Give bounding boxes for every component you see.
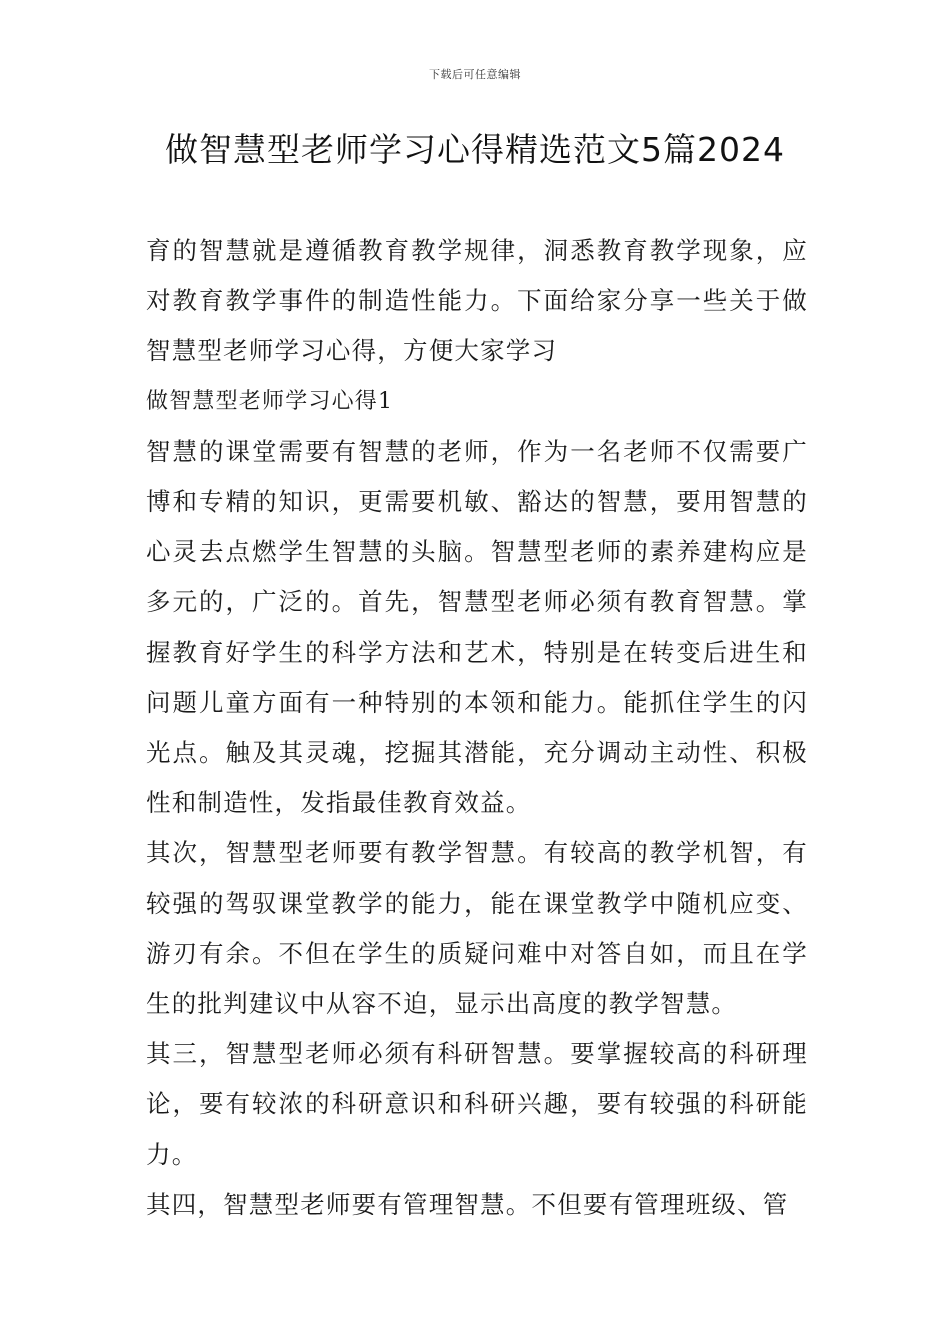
document-body: [146, 226, 808, 1230]
section-heading: 做智慧型老师学习心得1: [146, 388, 394, 414]
body-paragraph: 其次，智慧型老师要有教学智慧。有较高的教学机智，有较强的驾驭课堂教学的能力，能在课堂教学中随机应变、游刃有余。不但在学生的质疑问难中对答自如，而且在学生的批判建议中从容不迫，显示出高度的教学智慧。: [146, 838, 808, 1019]
header-note: 下载后可任意编辑: [429, 68, 521, 81]
body-paragraph: 智慧的课堂需要有智慧的老师，作为一名老师不仅需要广博和专精的知识，更需要机敏、豁达的智慧，要用智慧的心灵去点燃学生智慧的头脑。智慧型老师的素养建构应是多元的，广泛的。首先，智慧型老师必须有教育智慧。掌握教育好学生的科学方法和艺术，特别是在转变后进生和问题儿童方面有一种特别的本领和能力。能抓住学生的闪光点。触及其灵魂，挖掘其潜能，充分调动主动性、积极性和制造性，发指最佳教育效益。: [146, 436, 808, 818]
body-paragraph: 其三，智慧型老师必须有科研智慧。要掌握较高的科研理论，要有较浓的科研意识和科研兴趣，要有较强的科研能力。: [146, 1039, 808, 1169]
document-title: 做智慧型老师学习心得精选范文5篇2024: [165, 130, 785, 169]
intro-paragraph: 育的智慧就是遵循教育教学规律，洞悉教育教学现象，应对教育教学事件的制造性能力。下面给家分享一些关于做智慧型老师学习心得，方便大家学习: [146, 236, 808, 366]
body-paragraph: 其四，智慧型老师要有管理智慧。不但要有管理班级、管: [146, 1189, 789, 1219]
